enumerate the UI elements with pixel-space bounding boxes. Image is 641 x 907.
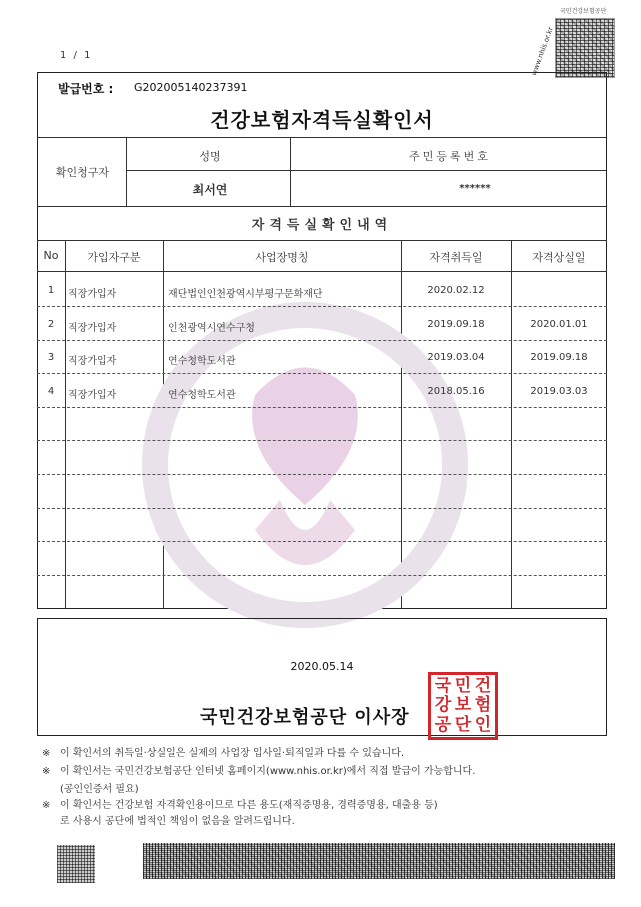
- qr-code-icon: [57, 845, 95, 883]
- row-acquired: 2019.03.04: [427, 352, 485, 363]
- row-workplace: 재단법인인천광역시부평구문화재단: [168, 289, 323, 300]
- top-logo-text: 국민건강보험공단: [560, 8, 607, 15]
- page-number: 1 / 1: [60, 50, 93, 61]
- issuer-name: 국민건강보험공단 이사장: [200, 707, 410, 728]
- divider: [37, 240, 607, 241]
- divider: [290, 137, 291, 206]
- qr-code-icon: [555, 18, 615, 78]
- row-acquired: 2019.09.18: [427, 319, 485, 330]
- column-header-type: 가입자구분: [87, 251, 141, 264]
- row-type: 직장가입자: [68, 390, 117, 401]
- note: (공인인증서 필요): [60, 784, 139, 795]
- row-lost: 2019.03.03: [530, 386, 588, 397]
- barcode-icon: [143, 843, 615, 879]
- nhis-watermark-icon: [140, 300, 470, 630]
- row-separator: [37, 541, 607, 542]
- doc-number-label: 발급번호 :: [58, 82, 114, 96]
- rrn-header: 주민등록번호: [409, 150, 491, 163]
- divider: [37, 137, 607, 138]
- name-header: 성명: [199, 150, 221, 163]
- divider: [127, 170, 607, 171]
- row-no: 4: [47, 386, 55, 397]
- column-header-acquired: 자격취득일: [429, 251, 483, 264]
- divider: [65, 240, 66, 609]
- row-separator: [37, 407, 607, 408]
- row-separator: [37, 373, 607, 374]
- side-url-stamp: www.nhis.or.kr: [530, 25, 556, 77]
- column-header-workplace: 사업장명칭: [255, 251, 309, 264]
- row-type: 직장가입자: [68, 323, 117, 334]
- section-title: 자격득실확인내역: [251, 218, 393, 233]
- row-type: 직장가입자: [68, 356, 117, 367]
- row-acquired: 2018.05.16: [427, 386, 485, 397]
- row-separator: [37, 340, 607, 341]
- note: ※ 이 확인서는 건강보험 자격확인용이므로 다른 용도(재직증명용, 경력증명용, 대출용 등): [42, 800, 438, 811]
- name-value: 최서연: [192, 183, 228, 197]
- divider: [37, 271, 607, 272]
- official-seal-icon: 국 민 건 강 보 험 공 단 인: [428, 672, 498, 740]
- row-separator: [37, 474, 607, 475]
- divider: [37, 206, 607, 207]
- divider: [126, 137, 127, 206]
- issue-date: 2020.05.14: [290, 660, 354, 673]
- row-separator: [37, 306, 607, 307]
- doc-number: G202005140237391: [134, 81, 248, 94]
- row-separator: [37, 508, 607, 509]
- row-workplace: 인천광역시연수구청: [168, 323, 255, 334]
- row-no: 3: [47, 352, 55, 363]
- divider: [511, 240, 512, 609]
- row-no: 2: [47, 319, 55, 330]
- column-header-no: No: [43, 249, 59, 262]
- row-separator: [37, 440, 607, 441]
- row-lost: 2020.01.01: [530, 319, 588, 330]
- row-separator: [37, 575, 607, 576]
- row-workplace: 연수청학도서관: [168, 390, 236, 401]
- rrn-value: ******: [459, 183, 491, 194]
- row-workplace: 연수청학도서관: [168, 356, 236, 367]
- row-type: 직장가입자: [68, 289, 117, 300]
- note: 로 사용시 공단에 법적인 책임이 없음을 알려드립니다.: [60, 816, 295, 827]
- column-header-lost: 자격상실일: [532, 251, 586, 264]
- row-no: 1: [47, 285, 55, 296]
- document-title: 건강보험자격득실확인서: [210, 108, 434, 132]
- row-lost: 2019.09.18: [530, 352, 588, 363]
- requester-label: 확인청구자: [55, 166, 110, 179]
- note: ※ 이 확인서는 국민건강보험공단 인터넷 홈페이지(www.nhis.or.kr)에서 직접 발급이 가능합니다.: [42, 766, 476, 777]
- row-acquired: 2020.02.12: [427, 285, 485, 296]
- note: ※ 이 확인서의 취득일·상실일은 실제의 사업장 입사일·퇴직일과 다를 수 있습니다.: [42, 748, 405, 759]
